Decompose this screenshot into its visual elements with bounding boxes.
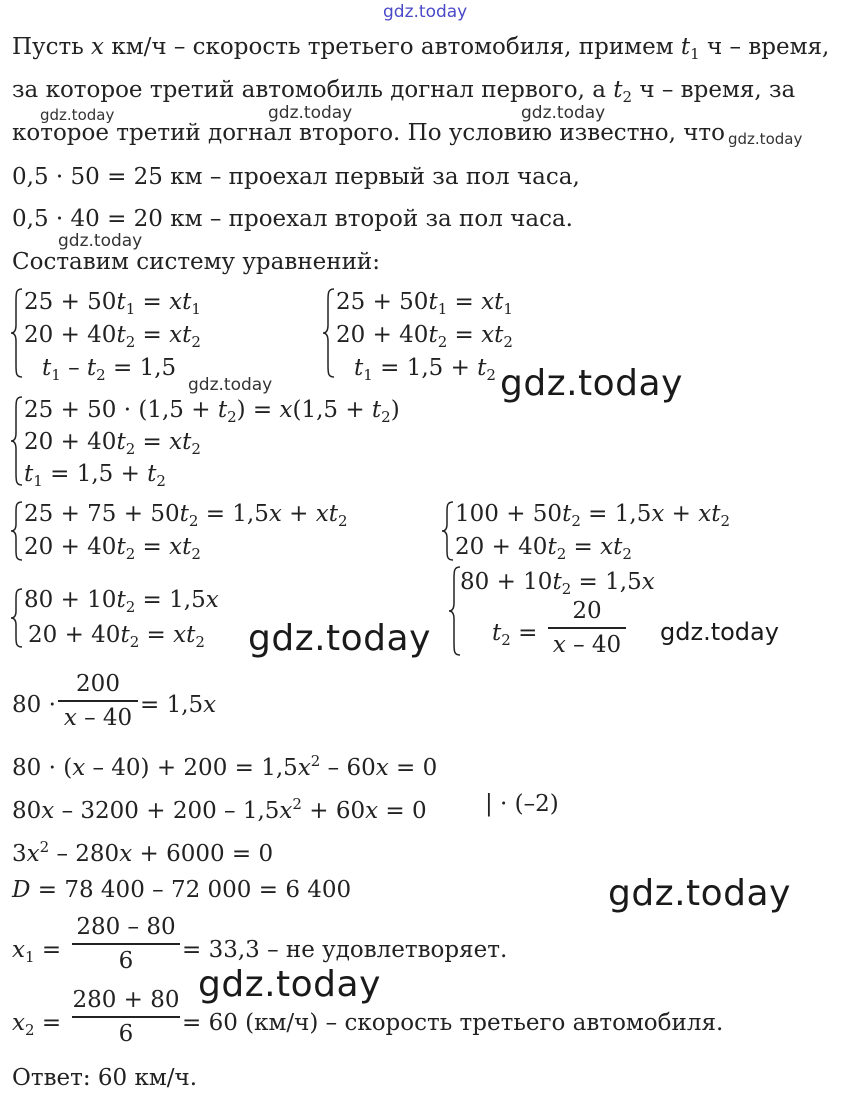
eq1-lhs: 80 · [12,692,56,718]
sys2-row3: $t_1 = 1,5 + t_2$ [354,355,496,384]
brace-icon [10,395,24,487]
eq6-fraction: 280 – 80 6 [72,913,180,975]
brace-icon [10,500,24,562]
brace-icon [10,587,24,649]
sys6-row1: $80 + 10t_2 = 1,5x$ [24,587,219,616]
watermark-top: gdz.today [383,2,468,22]
sys4-row2: $20 + 40t_2 = xt_2$ [24,534,201,563]
sys7-fraction: 20 x – 40 [548,597,626,659]
watermark: gdz.today [198,964,381,1005]
intro-line-4: 0,5 · 50 = 25 км – проехал первый за пол часа, [12,164,580,190]
brace-icon [10,287,24,379]
brace-icon [441,500,455,562]
sys7-row1: $80 + 10t_2 = 1,5x$ [460,569,655,598]
watermark: gdz.today [500,363,683,404]
sys3-row3: $t_1 = 1,5 + t_2$ [24,461,166,490]
sys2-row2: $20 + 40t_2 = xt_2$ [336,322,513,351]
intro-line-3: которое третий догнал второго. По условию известно, что [12,120,725,146]
answer: Ответ: 60 км/ч. [12,1065,198,1091]
sys5-row2: $20 + 40t_2 = xt_2$ [455,534,632,563]
eq5-discriminant: D = 78 400 – 72 000 = 6 400 [12,877,352,903]
watermark: gdz.today [58,231,143,251]
intro-line-2: за которое третий автомобиль догнал первого, а $t_2$ ч – время, за [12,77,796,106]
intro-line-1: Пусть x км/ч – скорость третьего автомобиля, примем $t_1$ ч – время, [12,34,830,63]
eq3: $80x - 3200 + 200 - 1,5x^2 + 60x = 0$ [12,795,427,824]
eq4: $3x^2 - 280x + 6000 = 0$ [12,838,274,867]
watermark: gdz.today [521,103,606,123]
eq6-lhs: $x_1$ = [12,937,62,966]
watermark: gdz.today [248,618,431,659]
sys2-row1: $25 + 50t_1 = xt_1$ [336,289,513,318]
watermark: gdz.today [728,130,803,148]
watermark: gdz.today [268,103,353,123]
eq3-multiplier: | · (–2) [485,791,559,817]
sys3-row2: $20 + 40t_2 = xt_2$ [24,429,201,458]
sys1-row3: $t_1 - t_2 = 1,5$ [42,355,177,384]
sys1-row1: $25 + 50t_1 = xt_1$ [24,289,201,318]
eq1-rhs: = 1,5x [140,692,217,718]
sys1-row2: $20 + 40t_2 = xt_2$ [24,322,201,351]
sys7-row2-lhs: $t_2$ = [492,620,538,649]
sys3-row1: $25 + 50 \cdot (1,5 + t_2) = x(1,5 + t_2)$ [24,397,400,426]
watermark: gdz.today [608,873,791,914]
eq2: $80 \cdot (x - 40) + 200 = 1,5x^2 - 60x = 0$ [12,752,438,781]
watermark: gdz.today [660,618,779,646]
sys4-row1: $25 + 75 + 50t_2 = 1,5x + xt_2$ [24,501,348,530]
eq7-lhs: $x_2$ = [12,1010,62,1039]
sys6-row2: $20 + 40t_2 = xt_2$ [28,622,205,651]
sys5-row1: $100 + 50t_2 = 1,5x + xt_2$ [455,501,731,530]
intro-line-5: 0,5 · 40 = 20 км – проехал второй за пол часа. [12,206,573,232]
brace-icon [322,287,336,379]
watermark: gdz.today [188,375,273,395]
eq7-rhs: = 60 (км/ч) – скорость третьего автомобиля. [182,1010,724,1036]
eq1-fraction: 200 x – 40 [58,670,138,732]
eq7-fraction: 280 + 80 6 [72,987,180,1047]
intro-line-6: Составим систему уравнений: [12,249,380,275]
watermark: gdz.today [40,106,115,124]
eq6-rhs: = 33,3 – не удовлетворяет. [182,937,508,963]
